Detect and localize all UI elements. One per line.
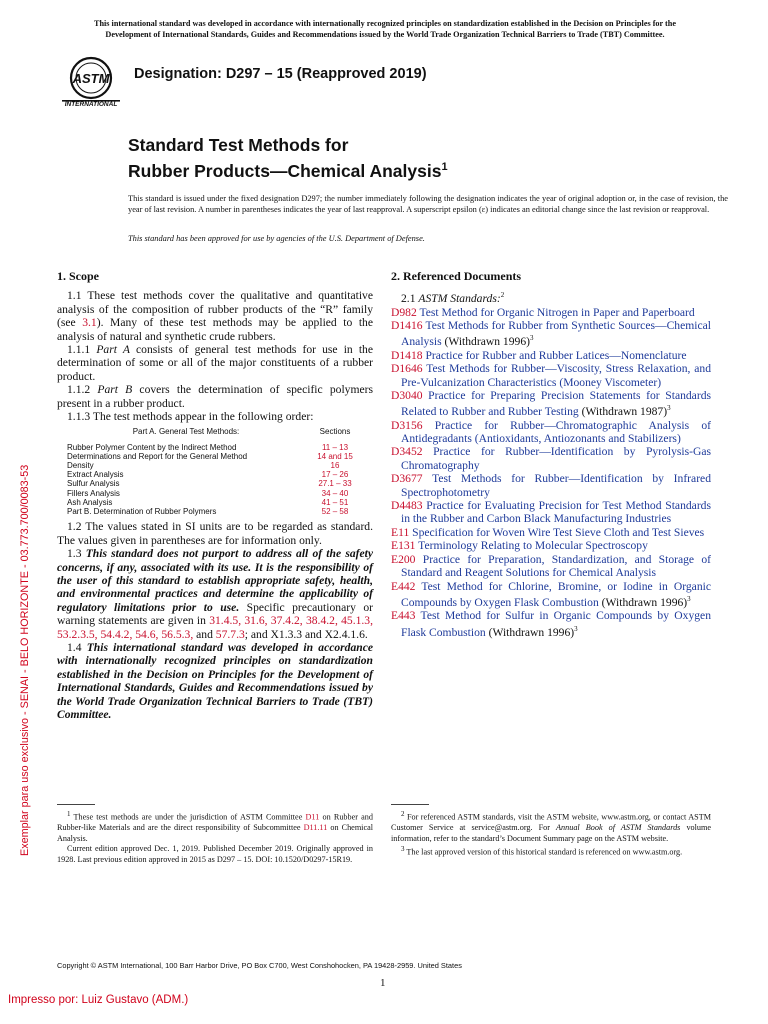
scope-p1-text: 1.1 These test methods cover the qualitative and quantitative analysis of the composition of rubber products of the “R” family (see [57, 289, 373, 330]
reference-item [391, 306, 711, 319]
table-head-left: Part A. General Test Methods: [132, 427, 240, 437]
scope-p6-link2[interactable]: 57.7.3 [215, 627, 245, 641]
scope-p2-num: 1.1.1 [67, 343, 97, 357]
references-sub-sup: 2 [500, 291, 505, 300]
footnote-3-mark: 3 [401, 845, 405, 854]
title-line-1: Standard Test Methods for [128, 135, 349, 155]
reference-code-link[interactable]: D982 [391, 305, 417, 319]
astm-logo [58, 52, 124, 114]
table-row [67, 461, 365, 470]
footnote-rule [57, 804, 95, 805]
scope-p6-and: and [193, 627, 216, 641]
footnote-rule-right [391, 804, 429, 805]
reference-title-link[interactable]: Specification for Woven Wire Test Sieve Cloth and Test Sieves [409, 525, 705, 539]
table-row-sections-link[interactable]: 11 – 13 [321, 442, 349, 452]
scope-p6-italic: This standard does not purport to address all of the safety concerns, if any, associated with its use. It is the responsibility of the user of this standard to establish appropriate safety, health, and environmental practices and determine the applicability of regulatory limitations prior to use. [57, 547, 373, 614]
footnote-2-text-a: For referenced ASTM standards, visit the ASTM website, www.astm.org, or contact ASTM Customer Service at service@astm.org. For [391, 812, 711, 833]
reference-item [391, 526, 711, 539]
table-row [67, 507, 365, 516]
scope-p6-text: Specific precautionary or warning statements are given in [57, 600, 373, 628]
footnotes-right [391, 804, 711, 858]
reference-code-link[interactable]: E443 [391, 609, 416, 623]
reference-title-link[interactable]: Test Method for Organic Nitrogen in Paper and Paperboard [416, 305, 695, 319]
footnote-2-mark: 2 [401, 810, 405, 818]
top-notice-line-1: This international standard was developed in accordance with internationally recognized principles on standardization established in the Decision on Principles for the [94, 19, 676, 28]
reference-item [391, 553, 711, 580]
intro-text: This standard is issued under the fixed designation D297; the number immediately following the designation indicates the year of original adoption or, in the case of revision, the year of last revision. A number in parentheses indicates the year of last reapproval. A superscript epsilon (ε) indicates an editorial change since the last revision or reapproval. [128, 194, 728, 215]
reference-title-link[interactable]: Practice for Evaluating Precision for Test Method Standards in the Rubber and Carbon Black Manufacturing Industries [401, 499, 711, 526]
reference-item [391, 539, 711, 552]
reference-code-link[interactable]: E442 [391, 579, 416, 593]
reference-title-link[interactable]: Test Methods for Rubber—Identification by Infrared Spectrophotometry [401, 472, 711, 499]
reference-item [391, 319, 711, 349]
reference-footnote-mark: 3 [687, 594, 691, 603]
page-number: 1 [380, 977, 386, 989]
table-row [67, 479, 365, 488]
references-column [391, 270, 711, 639]
table-row-name: Determinations and Report for the General Method [67, 451, 248, 461]
references-sub-num: 2.1 [401, 292, 419, 306]
scope-p2 [57, 343, 373, 383]
top-notice-line-2: Development of International Standards, Guides and Recommendations issued by the World Trade Organization Technical Barriers to Trade (TBT) Committee. [105, 30, 665, 39]
table-row-sections-link[interactable]: 34 – 40 [321, 488, 349, 498]
reference-item [391, 580, 711, 610]
reference-code-link[interactable]: E11 [391, 525, 410, 539]
reference-footnote-mark: 3 [529, 334, 534, 343]
reference-title-link[interactable]: Terminology Relating to Molecular Spectroscopy [415, 539, 648, 553]
table-head-right: Sections [319, 427, 351, 437]
scope-p7-num: 1.4 [67, 640, 87, 654]
logo-text: INTERNATIONAL [64, 101, 118, 108]
title-line-2-text: Rubber Products—Chemical Analysis [128, 160, 442, 181]
scope-p2-text: consists of general test methods for use in the determination of some or all of the major constituents of a rubber product. [57, 343, 373, 383]
footnote-1-mark: 1 [67, 810, 71, 818]
reference-code-link[interactable]: D4483 [391, 499, 423, 513]
scope-p6 [57, 547, 373, 641]
reference-title-link[interactable]: Practice for Preparation, Standardization, and Storage of Standard and Reagent Solutions for Chemical Analysis [401, 552, 711, 580]
scope-p5: 1.2 The values stated in SI units are to be regarded as standard. The values given in parentheses are for information only. [57, 520, 373, 547]
printed-by: Impresso por: Luiz Gustavo (ADM.) [8, 994, 189, 1006]
footnote-2-text-b: volume information, refer to the standard’s Document Summary page on the ASTM website. [391, 823, 711, 843]
table-row-sections-link[interactable]: 27.1 – 33 [318, 479, 352, 489]
reference-item [391, 362, 711, 389]
scope-p3-num: 1.1.2 [67, 383, 98, 397]
scope-heading: 1. Scope [57, 269, 99, 283]
reference-code-link[interactable]: D1646 [391, 362, 423, 376]
reference-title-link[interactable]: Practice for Rubber and Rubber Latices—Nomenclature [422, 348, 687, 362]
reference-item [391, 472, 711, 499]
table-row [67, 452, 365, 461]
reference-title-link[interactable]: Test Method for Sulfur in Organic Compounds by Oxygen Flask Combustion [401, 609, 711, 639]
reference-code-link[interactable]: D1418 [391, 348, 423, 362]
svg-text:ASTM: ASTM [72, 71, 110, 86]
reference-footnote-mark: 3 [574, 624, 578, 633]
sections-table-head [67, 427, 365, 436]
table-row-sections-link[interactable]: 17 – 26 [321, 470, 349, 480]
footnote-1 [57, 809, 373, 844]
reference-title-link[interactable]: Test Methods for Rubber from Synthetic Sources—Chemical Analysis [401, 319, 711, 349]
references-sub-italic: ASTM Standards: [418, 292, 501, 306]
reference-item [391, 445, 711, 472]
reference-withdrawn: (Withdrawn 1987) [578, 405, 668, 419]
reference-code-link[interactable]: D1416 [391, 319, 423, 333]
reference-withdrawn: (Withdrawn 1996) [441, 335, 530, 349]
table-row [67, 470, 365, 479]
scope-p3 [57, 383, 373, 410]
footnote-2 [391, 809, 711, 844]
scope-p6-links[interactable]: 31.4.5, 31.6, 37.4.2, 38.4.2, 45.1.3, 53.2.3.5, 54.4.2, 54.6, 56.5.3, [57, 614, 373, 641]
intro-approved: This standard has been approved for use by agencies of the U.S. Department of Defense. [128, 234, 425, 243]
scope-p6-num: 1.3 [67, 547, 86, 561]
reference-code-link[interactable]: D3156 [391, 418, 423, 432]
top-notice [40, 18, 730, 40]
footnote-2-italic: Annual Book of ASTM Standards [556, 823, 681, 833]
scope-column [57, 270, 373, 721]
reference-item [391, 499, 711, 526]
footnote-1-link-d11[interactable]: D11 [305, 812, 320, 822]
reference-title-link[interactable]: Test Method for Chlorine, Bromine, or Iodine in Organic Compounds by Oxygen Flask Combustion [401, 579, 711, 609]
reference-title-link[interactable]: Practice for Rubber—Identification by Pyrolysis-Gas Chromatography [401, 445, 711, 472]
footnotes-left [57, 804, 373, 865]
copyright: Copyright © ASTM International, 100 Barr Harbor Drive, PO Box C700, West Conshohocken, PA 19428-2959. United States [57, 961, 462, 970]
scope-p3-part: Part B [97, 383, 133, 397]
footnote-3-text: The last approved version of this historical standard is referenced on www.astm.org. [404, 847, 683, 857]
table-row-sections-link[interactable]: 52 – 58 [321, 507, 349, 517]
title-footnote-mark: 1 [441, 161, 448, 173]
designation: Designation: D297 – 15 (Reapproved 2019) [134, 66, 427, 82]
sections-table-body [67, 443, 365, 517]
footnote-1-text-a: These test methods are under the jurisdiction of ASTM Committee [70, 812, 306, 822]
reference-item [391, 419, 711, 446]
reference-item [391, 389, 711, 419]
reference-footnote-mark: 3 [667, 404, 671, 413]
sections-table [67, 427, 365, 516]
table-row-name: Extract Analysis [67, 470, 124, 480]
footnote-1-text-c: on Chemical Analysis. [57, 823, 373, 843]
reference-item [391, 609, 711, 639]
reference-list [391, 306, 711, 639]
table-row [67, 498, 365, 507]
reference-withdrawn: (Withdrawn 1996) [598, 595, 688, 609]
scope-p6-end: ; and X1.3.3 and X2.4.1.6. [244, 627, 368, 641]
reference-title-link[interactable]: Test Methods for Rubber—Viscosity, Stress Relaxation, and Pre-Vulcanization Characteristics (Mooney Viscometer) [401, 362, 711, 389]
scope-p1-text-b: ). Many of these test methods may be applied to the analysis of natural and synthetic crude rubbers. [57, 316, 373, 343]
table-row-sections-link[interactable]: 41 – 51 [321, 497, 349, 507]
reference-code-link[interactable]: E131 [391, 539, 416, 553]
reference-code-link[interactable]: D3677 [391, 472, 423, 486]
reference-title-link[interactable]: Practice for Preparing Precision Statements for Standards Related to Rubber and Rubber Testing [401, 388, 711, 419]
table-row-name: Rubber Polymer Content by the Indirect Method [67, 442, 237, 452]
table-row-sections-link[interactable]: 14 and 15 [317, 451, 353, 461]
reference-code-link[interactable]: D3040 [391, 388, 423, 402]
scope-p7-italic: This international standard was developed in accordance with internationally recognized principles on standardization established in the Decision on Principles for the Development of International Standards, Guides and Recommendations issued by the World Trade Organization Technical Barriers to Trade (TBT) Committee. [57, 640, 374, 721]
table-row-name: Density [67, 461, 94, 471]
scope-p3-text: covers the determination of specific polymers present in a rubber product. [57, 383, 373, 410]
scope-p1-link[interactable]: 3.1 [82, 316, 97, 330]
reference-item [391, 349, 711, 362]
document-title [128, 134, 448, 182]
table-row-sections-link[interactable]: 16 [330, 461, 340, 471]
scope-p2-part: Part A [96, 343, 130, 357]
reference-code-link[interactable]: E200 [391, 552, 416, 566]
reference-withdrawn: (Withdrawn 1996) [485, 625, 575, 639]
footnote-3 [391, 844, 711, 858]
references-sub [391, 289, 711, 305]
footnote-1-edition: Current edition approved Dec. 1, 2019. Published December 2019. Originally approved in 1928. Last previous edition approved in 2015 as D297 – 15. DOI: 10.1520/D0297-15R19. [57, 844, 373, 864]
reference-code-link[interactable]: D3452 [391, 445, 423, 459]
scope-p4: 1.1.3 The test methods appear in the following order: [67, 410, 314, 424]
table-row-name: Part B. Determination of Rubber Polymers [67, 507, 217, 517]
table-row-name: Sulfur Analysis [67, 479, 120, 489]
table-row [67, 443, 365, 452]
title-line-2 [128, 156, 448, 182]
reference-title-link[interactable]: Practice for Rubber—Chromatographic Analysis of Antidegradants (Antioxidants, Antiozonants and Stabilizers) [401, 418, 711, 446]
table-row-name: Ash Analysis [67, 497, 113, 507]
footnote-1-text-b: on Rubber and Rubber-like Materials and are the direct responsibility of Subcommittee [57, 812, 373, 833]
scope-p1 [57, 289, 373, 343]
table-row-name: Fillers Analysis [67, 488, 120, 498]
references-heading: 2. Referenced Documents [391, 269, 522, 283]
footnote-1-link-d1111[interactable]: D11.11 [303, 823, 328, 833]
scope-p7 [57, 641, 373, 721]
vertical-license-notice: Exemplar para uso exclusivo - SENAI - BELO HORIZONTE - 03.773.700/0083-53 [19, 464, 31, 856]
table-row [67, 489, 365, 498]
